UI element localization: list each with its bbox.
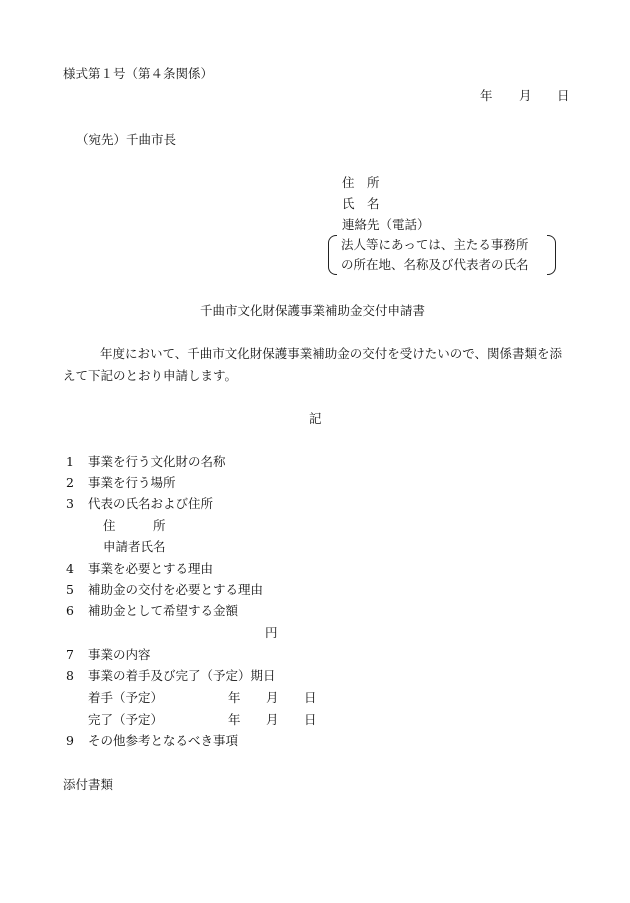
yen-label: 円 [265,625,278,640]
start-year-label: 年 [228,690,241,705]
corporate-note-bracket [328,235,556,275]
applicant-name-label: 氏 名 [342,196,380,211]
recipient: （宛先）千曲市長 [76,132,177,147]
body-line2: えて下記のとおり申請します。 [63,368,238,383]
item-3: 3 代表の氏名および住所 [66,496,214,511]
start-schedule-label: 着手（予定） [88,690,164,705]
start-day-label: 日 [304,690,317,705]
item-7: 7 事業の内容 [66,647,151,662]
date-day-label: 日 [557,88,570,103]
item-3-address: 住 所 [103,518,166,533]
right-bracket [547,235,556,275]
applicant-address-label: 住 所 [342,175,380,190]
start-month-label: 月 [266,690,279,705]
item-3-name: 申請者氏名 [103,539,166,554]
item-5: 5 補助金の交付を必要とする理由 [66,582,264,597]
date-month-label: 月 [519,88,532,103]
document-title: 千曲市文化財保護事業補助金交付申請書 [200,303,426,318]
end-month-label: 月 [266,712,279,727]
item-6: 6 補助金として希望する金額 [66,603,239,618]
item-8: 8 事業の着手及び完了（予定）期日 [66,668,276,683]
end-day-label: 日 [304,712,317,727]
corporate-note-line1: 法人等にあっては、主たる事務所 [341,237,529,252]
item-9: 9 その他参考となるべき事項 [66,733,239,748]
body-line1: 年度において、千曲市文化財保護事業補助金の交付を受けたいので、関係書類を添 [100,346,563,361]
attachments-label: 添付書類 [63,777,114,792]
end-year-label: 年 [228,712,241,727]
item-1: 1 事業を行う文化財の名称 [66,454,226,469]
ki-heading: 記 [309,411,322,426]
item-4: 4 事業を必要とする理由 [66,561,214,576]
applicant-contact-label: 連絡先（電話） [342,217,430,232]
end-schedule-label: 完了（予定） [88,712,164,727]
date-year-label: 年 [480,88,493,103]
left-bracket [328,235,337,275]
form-label: 様式第１号（第４条関係） [63,66,214,81]
corporate-note-line2: の所在地、名称及び代表者の氏名 [341,257,529,272]
item-2: 2 事業を行う場所 [66,475,176,490]
